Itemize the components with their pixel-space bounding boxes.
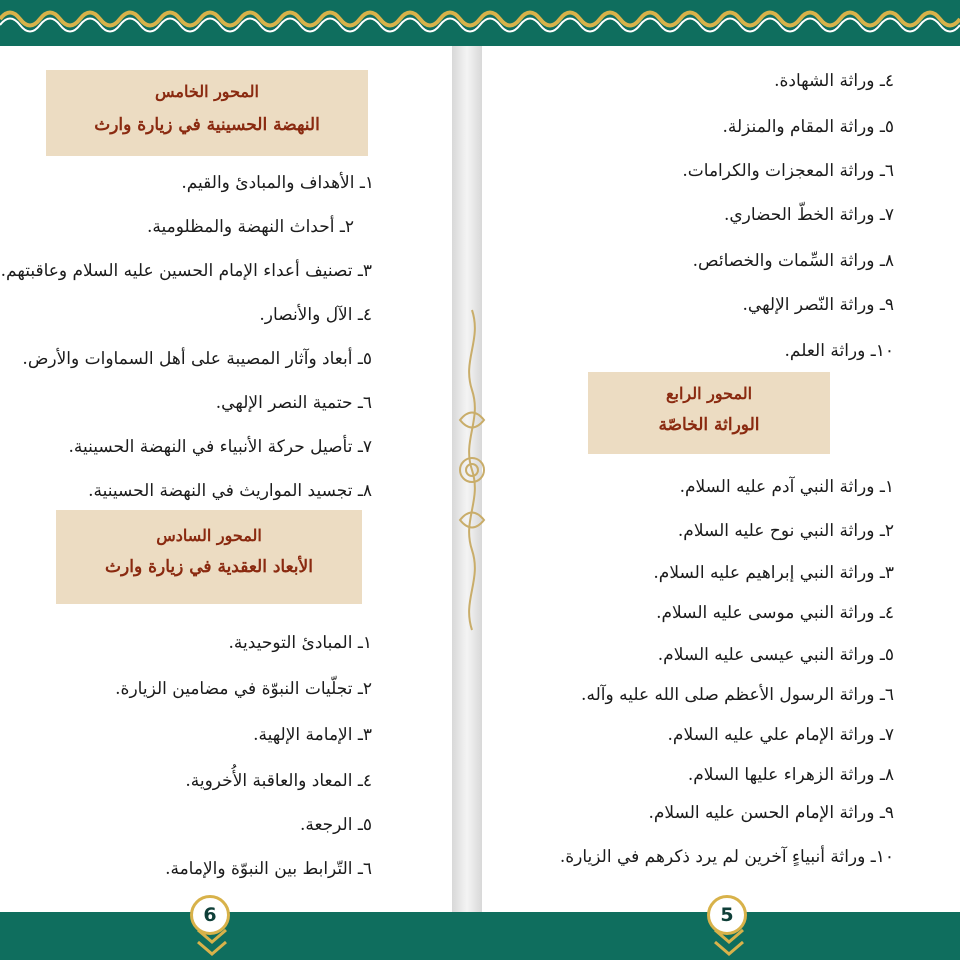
list-item: ٨ـ وراثة الزهراء عليها السلام. (687, 765, 894, 785)
list-item: ٤ـ وراثة النبي موسى عليه السلام. (656, 603, 894, 623)
list-item: ٦ـ حتمية النصر الإلهي. (215, 393, 372, 413)
section4-title: الوراثة الخاصّة (658, 415, 760, 435)
top-decorative-band (0, 0, 960, 46)
list-item: ٨ـ تجسيد المواريث في النهضة الحسينية. (88, 481, 372, 501)
page-number-badge-right: 5 (707, 895, 747, 935)
list-item: ٥ـ أبعاد وآثار المصيبة على أهل السماوات والأرض. (22, 349, 372, 369)
list-item: ٧ـ وراثة الخطّ الحضاري. (723, 205, 894, 225)
list-item: ١٠ـ وراثة أنبياءٍ آخرين لم يرد ذكرهم في الزيارة. (559, 847, 894, 867)
gutter-ornament-icon (452, 300, 492, 660)
list-item: ١ـ الأهداف والمبادئ والقيم. (181, 173, 374, 193)
list-item: ٨ـ وراثة السِّمات والخصائص. (692, 251, 894, 271)
list-item: ٧ـ وراثة الإمام علي عليه السلام. (667, 725, 894, 745)
list-item: ٥ـ وراثة المقام والمنزلة. (722, 117, 894, 137)
list-item: ٤ـ المعاد والعاقبة الأُخروية. (185, 771, 372, 791)
list-item: ٦ـ وراثة المعجزات والكرامات. (682, 161, 894, 181)
list-item: ١٠ـ وراثة العلم. (784, 341, 894, 361)
diamond-ornament-icon (709, 916, 749, 960)
diamond-ornament-icon (192, 916, 232, 960)
list-item: ٣ـ وراثة النبي إبراهيم عليه السلام. (653, 563, 894, 583)
list-item: ٣ـ تصنيف أعداء الإمام الحسين عليه السلام وعاقبتهم. (0, 261, 372, 281)
section6-heading: المحور السادس (156, 526, 262, 545)
wave-pattern-icon (0, 4, 960, 34)
list-item: ٦ـ التّرابط بين النبوّة والإمامة. (165, 859, 372, 879)
list-item: ٢ـ وراثة النبي نوح عليه السلام. (677, 521, 894, 541)
list-item: ٦ـ وراثة الرسول الأعظم صلى الله عليه وآله. (581, 685, 894, 705)
bottom-decorative-band (0, 912, 960, 960)
right-page (482, 46, 960, 912)
list-item: ٩ـ وراثة النّصر الإلهي. (742, 295, 894, 315)
section5-title: النهضة الحسينية في زيارة وارث (94, 115, 320, 135)
section6-heading-box (56, 510, 362, 604)
list-item: ٧ـ تأصيل حركة الأنبياء في النهضة الحسينية. (68, 437, 372, 457)
page-number-badge-left: 6 (190, 895, 230, 935)
section4-heading-box (588, 372, 830, 454)
list-item: ٥ـ وراثة النبي عيسى عليه السلام. (657, 645, 894, 665)
section6-title: الأبعاد العقدية في زيارة وارث (105, 557, 313, 577)
list-item: ٤ـ الآل والأنصار. (259, 305, 372, 325)
section4-heading: المحور الرابع (665, 384, 753, 403)
list-item: ٥ـ الرجعة. (299, 815, 372, 835)
list-item: ٢ـ أحداث النهضة والمظلومية. (147, 217, 354, 237)
list-item: ٩ـ وراثة الإمام الحسن عليه السلام. (648, 803, 894, 823)
list-item: ١ـ المبادئ التوحيدية. (228, 633, 372, 653)
list-item: ٢ـ تجلّيات النبوّة في مضامين الزيارة. (115, 679, 372, 699)
section5-heading: المحور الخامس (155, 82, 259, 101)
section5-heading-box (46, 70, 368, 156)
list-item: ٣ـ الإمامة الإلهية. (253, 725, 372, 745)
list-item: ٤ـ وراثة الشهادة. (774, 71, 894, 91)
list-item: ١ـ وراثة النبي آدم عليه السلام. (679, 477, 894, 497)
left-page (0, 46, 452, 912)
